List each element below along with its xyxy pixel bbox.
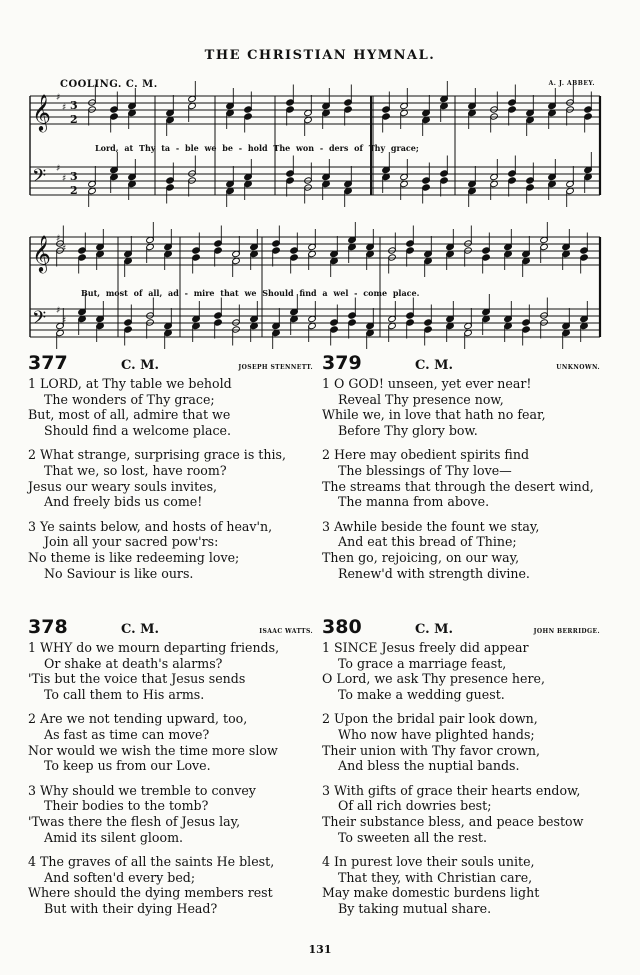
svg-text:♯: ♯ [56,93,61,103]
verse-line: To call them to His arms. [44,686,205,702]
hymn-meter: C. M. [415,622,454,637]
verse [28,447,313,509]
verse-line: Who now have plighted hands; [338,726,535,742]
verse-line: Join all your sacred pow'rs: [44,534,219,550]
verse [322,711,600,773]
verse-line: 3 With gifts of grace their hearts endow, [322,782,581,798]
verse-line: 1 WHY do we mourn departing friends, [28,640,280,655]
verse [28,376,313,438]
hymn-379 [322,352,600,590]
svg-text:2: 2 [70,113,78,126]
verse-line: And soften'd every bed; [44,869,196,885]
lyric-line-1: Lord, at Thy ta - ble we be - hold The won - ders of Thy grace; [95,143,419,153]
verse-line: But with their dying Head? [44,900,218,916]
hymn-378 [28,616,313,926]
hymn-meter: C. M. [121,358,160,373]
tune-name: COOLING. C. M. [60,79,158,90]
music-score [0,0,640,360]
treble-clef-icon: 𝄞 [32,234,51,272]
verse-line: Amid its silent gloom. [44,829,184,845]
verse-line: No Saviour is like ours. [44,565,194,581]
verse-line: 2 Are we not tending upward, too, [28,711,248,727]
hymn-author: ISAAC WATTS. [259,628,313,635]
verse-line: 2 What strange, surprising grace is this, [28,447,286,463]
verse-line: While we, in love that hath no fear, [322,407,546,423]
verse-line: 'Twas there the flesh of Jesus lay, [28,813,241,829]
verse-line: Their substance bless, and peace bestow [322,813,584,829]
verse-line: By taking mutual share. [338,900,492,916]
verse-line: Jesus our weary souls invites, [28,478,218,494]
verse-line: The wonders of Thy grace; [44,391,215,407]
lyric-line-2: But, most of all, ad - mire that we Should find a wel - come place. [81,288,420,298]
page-number: 131 [308,943,332,956]
hymn-meter: C. M. [121,622,160,637]
verse-line: But, most of all, admire that we [28,407,231,423]
hymn-author: JOHN BERRIDGE. [533,628,600,635]
svg-text:♯: ♯ [56,164,61,174]
verse-line: And freely bids us come! [44,494,203,510]
svg-text:♯: ♯ [62,174,67,184]
verse [322,854,600,916]
verse-line: Where should the dying members rest [28,885,273,901]
verse-line: May make domestic burdens light [322,885,540,901]
page-header: THE CHRISTIAN HYMNAL. [204,48,436,63]
verse [322,783,600,845]
verse-line: Of all rich dowries best; [338,798,492,814]
svg-text:♯: ♯ [62,244,67,254]
verse-line: To make a wedding guest. [338,686,505,702]
svg-text:♯: ♯ [62,316,67,326]
verse-line: 2 Upon the bridal pair look down, [322,711,538,727]
verse [322,640,600,702]
verse-line: 4 In purest love their souls unite, [322,854,535,870]
svg-text:♯: ♯ [56,306,61,316]
verse [28,783,313,845]
verse-line: Renew'd with strength divine. [338,565,530,581]
verse [28,640,313,702]
svg-text:2: 2 [70,184,78,197]
svg-text:3: 3 [70,99,78,112]
verse [322,519,600,581]
hymn-number: 379 [322,352,362,374]
verse-line: 3 Why should we tremble to convey [28,782,256,798]
verse-line: O Lord, we ask Thy presence here, [322,671,545,687]
hymn-number: 377 [28,352,68,374]
verse [322,447,600,509]
hymn-377 [28,352,313,590]
verse-line: 3 Ye saints below, and hosts of heav'n, [28,518,273,534]
verse-line: 2 Here may obedient spirits find [322,447,530,463]
svg-text:3: 3 [70,170,78,183]
hymn-number: 378 [28,616,68,638]
verse-line: Before Thy glory bow. [338,422,478,438]
tune-composer: A. J. ABBEY. [548,80,595,87]
verse-line: 'Tis but the voice that Jesus sends [28,671,246,687]
verse-line: To sweeten all the rest. [338,829,487,845]
verse-line: The streams that through the desert wind, [322,478,594,494]
verse-line: Reveal Thy presence now, [338,391,504,407]
verse [28,519,313,581]
verse-line: 1 O GOD! unseen, yet ever near! [322,376,532,391]
verse-line: That we, so lost, have room? [44,462,227,478]
verse-line: That they, with Christian care, [338,869,533,885]
bass-clef-icon: 𝄢 [32,308,47,333]
verse-line: Then go, rejoicing, on our way, [322,549,520,565]
hymn-author: UNKNOWN. [556,364,600,371]
verse-line: Nor would we wish the time more slow [28,742,278,758]
verse-line: 1 LORD, at Thy table we behold [28,376,232,391]
verse-line: And eat this bread of Thine; [338,534,517,550]
treble-clef-icon: 𝄞 [32,93,51,131]
hymn-380 [322,616,600,926]
verse-line: 3 Awhile beside the fount we stay, [322,518,540,534]
verse-line: Their bodies to the tomb? [44,798,209,814]
hymn-author: JOSEPH STENNETT. [238,364,313,371]
verse [322,376,600,438]
verse-line: Should find a welcome place. [44,422,232,438]
verse-line: The manna from above. [338,494,490,510]
verse-line: 4 The graves of all the saints He blest, [28,854,275,870]
verse-line: To keep us from our Love. [44,758,211,774]
verse-line: As fast as time can move? [44,726,210,742]
verse [28,711,313,773]
verse-line: And bless the nuptial bands. [338,758,520,774]
verse-line: To grace a marriage feast, [338,655,507,671]
verse-line: Their union with Thy favor crown, [322,742,541,758]
hymn-number: 380 [322,616,362,638]
svg-text:♯: ♯ [56,234,61,244]
verse-line: No theme is like redeeming love; [28,549,240,565]
hymn-meter: C. M. [415,358,454,373]
verse-line: 1 SINCE Jesus freely did appear [322,640,529,655]
verse-line: Or shake at death's alarms? [44,655,223,671]
verse [28,854,313,916]
bass-clef-icon: 𝄢 [32,166,47,191]
verse-line: The blessings of Thy love— [338,462,512,478]
svg-text:♯: ♯ [62,103,67,113]
